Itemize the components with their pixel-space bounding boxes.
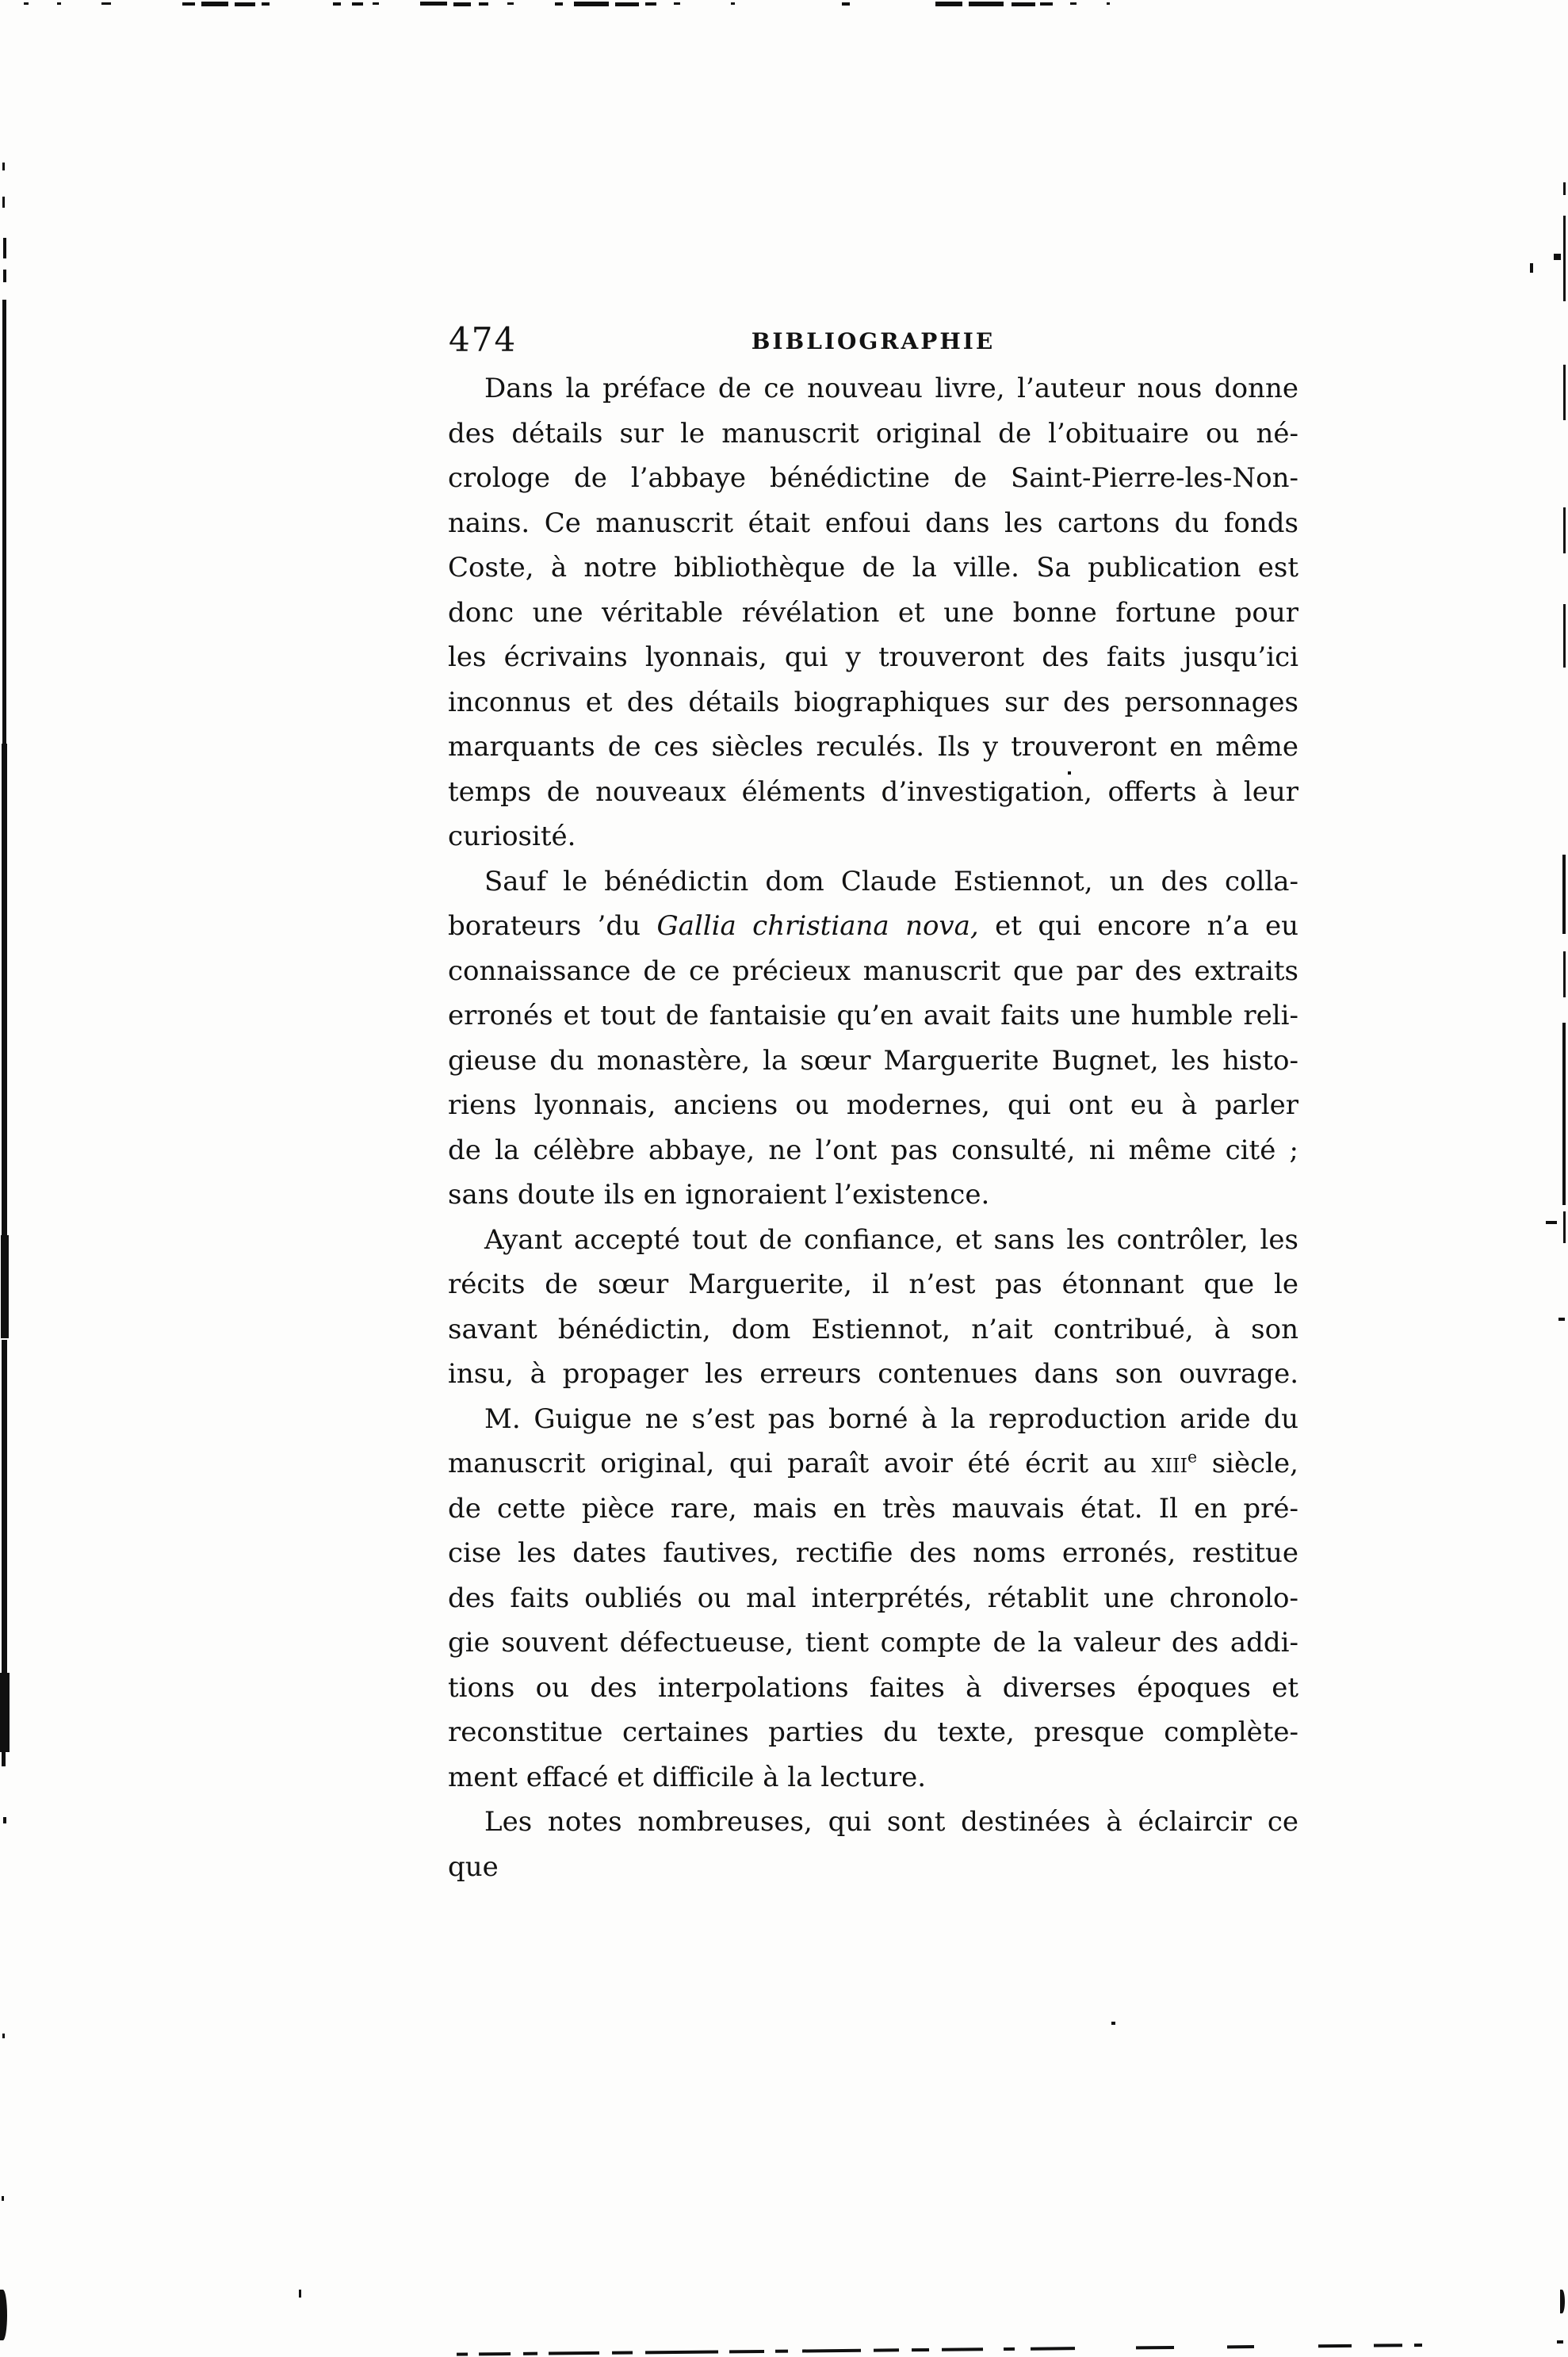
text-line: Coste, à notre bibliothèque de la ville. Sa publication est xyxy=(448,552,1298,584)
text-line: les écrivains lyonnais, qui y trouveront des faits jusqu’ici xyxy=(448,641,1298,673)
text-line: de cette pièce rare, mais en très mauvais état. Il en pré- xyxy=(448,1492,1298,1525)
text-line: Dans la préface de ce nouveau livre, l’auteur nous donne xyxy=(484,373,1298,404)
text-line: M. Guigue ne s’est pas borné à la reproduction aride du xyxy=(484,1402,1298,1435)
text-line: connaissance de ce précieux manuscrit que par des extraits xyxy=(448,955,1298,987)
text-line: curiosité. xyxy=(448,821,576,852)
text-line: erronés et tout de fantaisie qu’en avait faits une humble reli- xyxy=(448,1000,1298,1031)
text-block xyxy=(448,366,1298,1883)
text-line: Sauf le bénédictin dom Claude Estiennot, un des colla- xyxy=(484,865,1298,897)
text-line: cise les dates fautives, rectifie des noms erronés, restitue xyxy=(448,1537,1298,1569)
text-line: temps de nouveaux éléments d’investigation, offerts à leur xyxy=(448,775,1298,808)
text-line: marquants de ces siècles reculés. Ils y trouveront en même xyxy=(448,731,1298,763)
text-line: des faits oubliés ou mal interprétés, rétablit une chronolo- xyxy=(448,1582,1298,1614)
text-line: nains. Ce manuscrit était enfoui dans les cartons du fonds xyxy=(448,507,1298,539)
text-line: gie souvent défectueuse, tient compte de la valeur des addi- xyxy=(448,1627,1298,1659)
text-line: donc une véritable révélation et une bonne fortune pour xyxy=(448,596,1298,629)
text-line: riens lyonnais, anciens ou modernes, qui ont eu à parler xyxy=(448,1089,1298,1121)
text-line: crologe de l’abbaye bénédictine de Saint-Pierre-les-Non- xyxy=(448,462,1298,494)
text-line: Les notes nombreuses, qui sont destinées à éclaircir ce que xyxy=(448,1806,1298,1883)
text-line: gieuse du monastère, la sœur Marguerite Bugnet, les histo- xyxy=(448,1044,1298,1077)
page-number: 474 xyxy=(449,320,518,359)
text-line: de la célèbre abbaye, ne l’ont pas consulté, ni même cité ; xyxy=(448,1134,1298,1166)
text-line: reconstitue certaines parties du texte, presque complète- xyxy=(448,1716,1298,1748)
text-line: tions ou des interpolations faites à diverses époques et xyxy=(448,1671,1298,1704)
text-line: ment effacé et difficile à la lecture. xyxy=(448,1761,927,1793)
text-line: des détails sur le manuscrit original de l’obituaire ou né- xyxy=(448,417,1298,450)
text-line: manuscrit original, qui paraît avoir été écrit au xiii$^e$ siècle, xyxy=(448,1447,1298,1479)
text-line: borateurs ’du Gallia christiana nova, et qui encore n’a eu xyxy=(448,910,1298,942)
text-line: récits de sœur Marguerite, il n’est pas étonnant que le xyxy=(448,1268,1298,1300)
text-line: sans doute ils en ignoraient l’existence. xyxy=(448,1179,990,1211)
text-line: Ayant accepté tout de confiance, et sans les contrôler, les xyxy=(484,1223,1298,1256)
text-line: savant bénédictin, dom Estiennot, n’ait contribué, à son xyxy=(448,1313,1298,1345)
text-line: inconnus et des détails biographiques sur des personnages xyxy=(448,686,1298,718)
text-line: insu, à propager les erreurs contenues dans son ouvrage. xyxy=(448,1358,1298,1390)
running-title: BIBLIOGRAPHIE xyxy=(751,328,996,354)
